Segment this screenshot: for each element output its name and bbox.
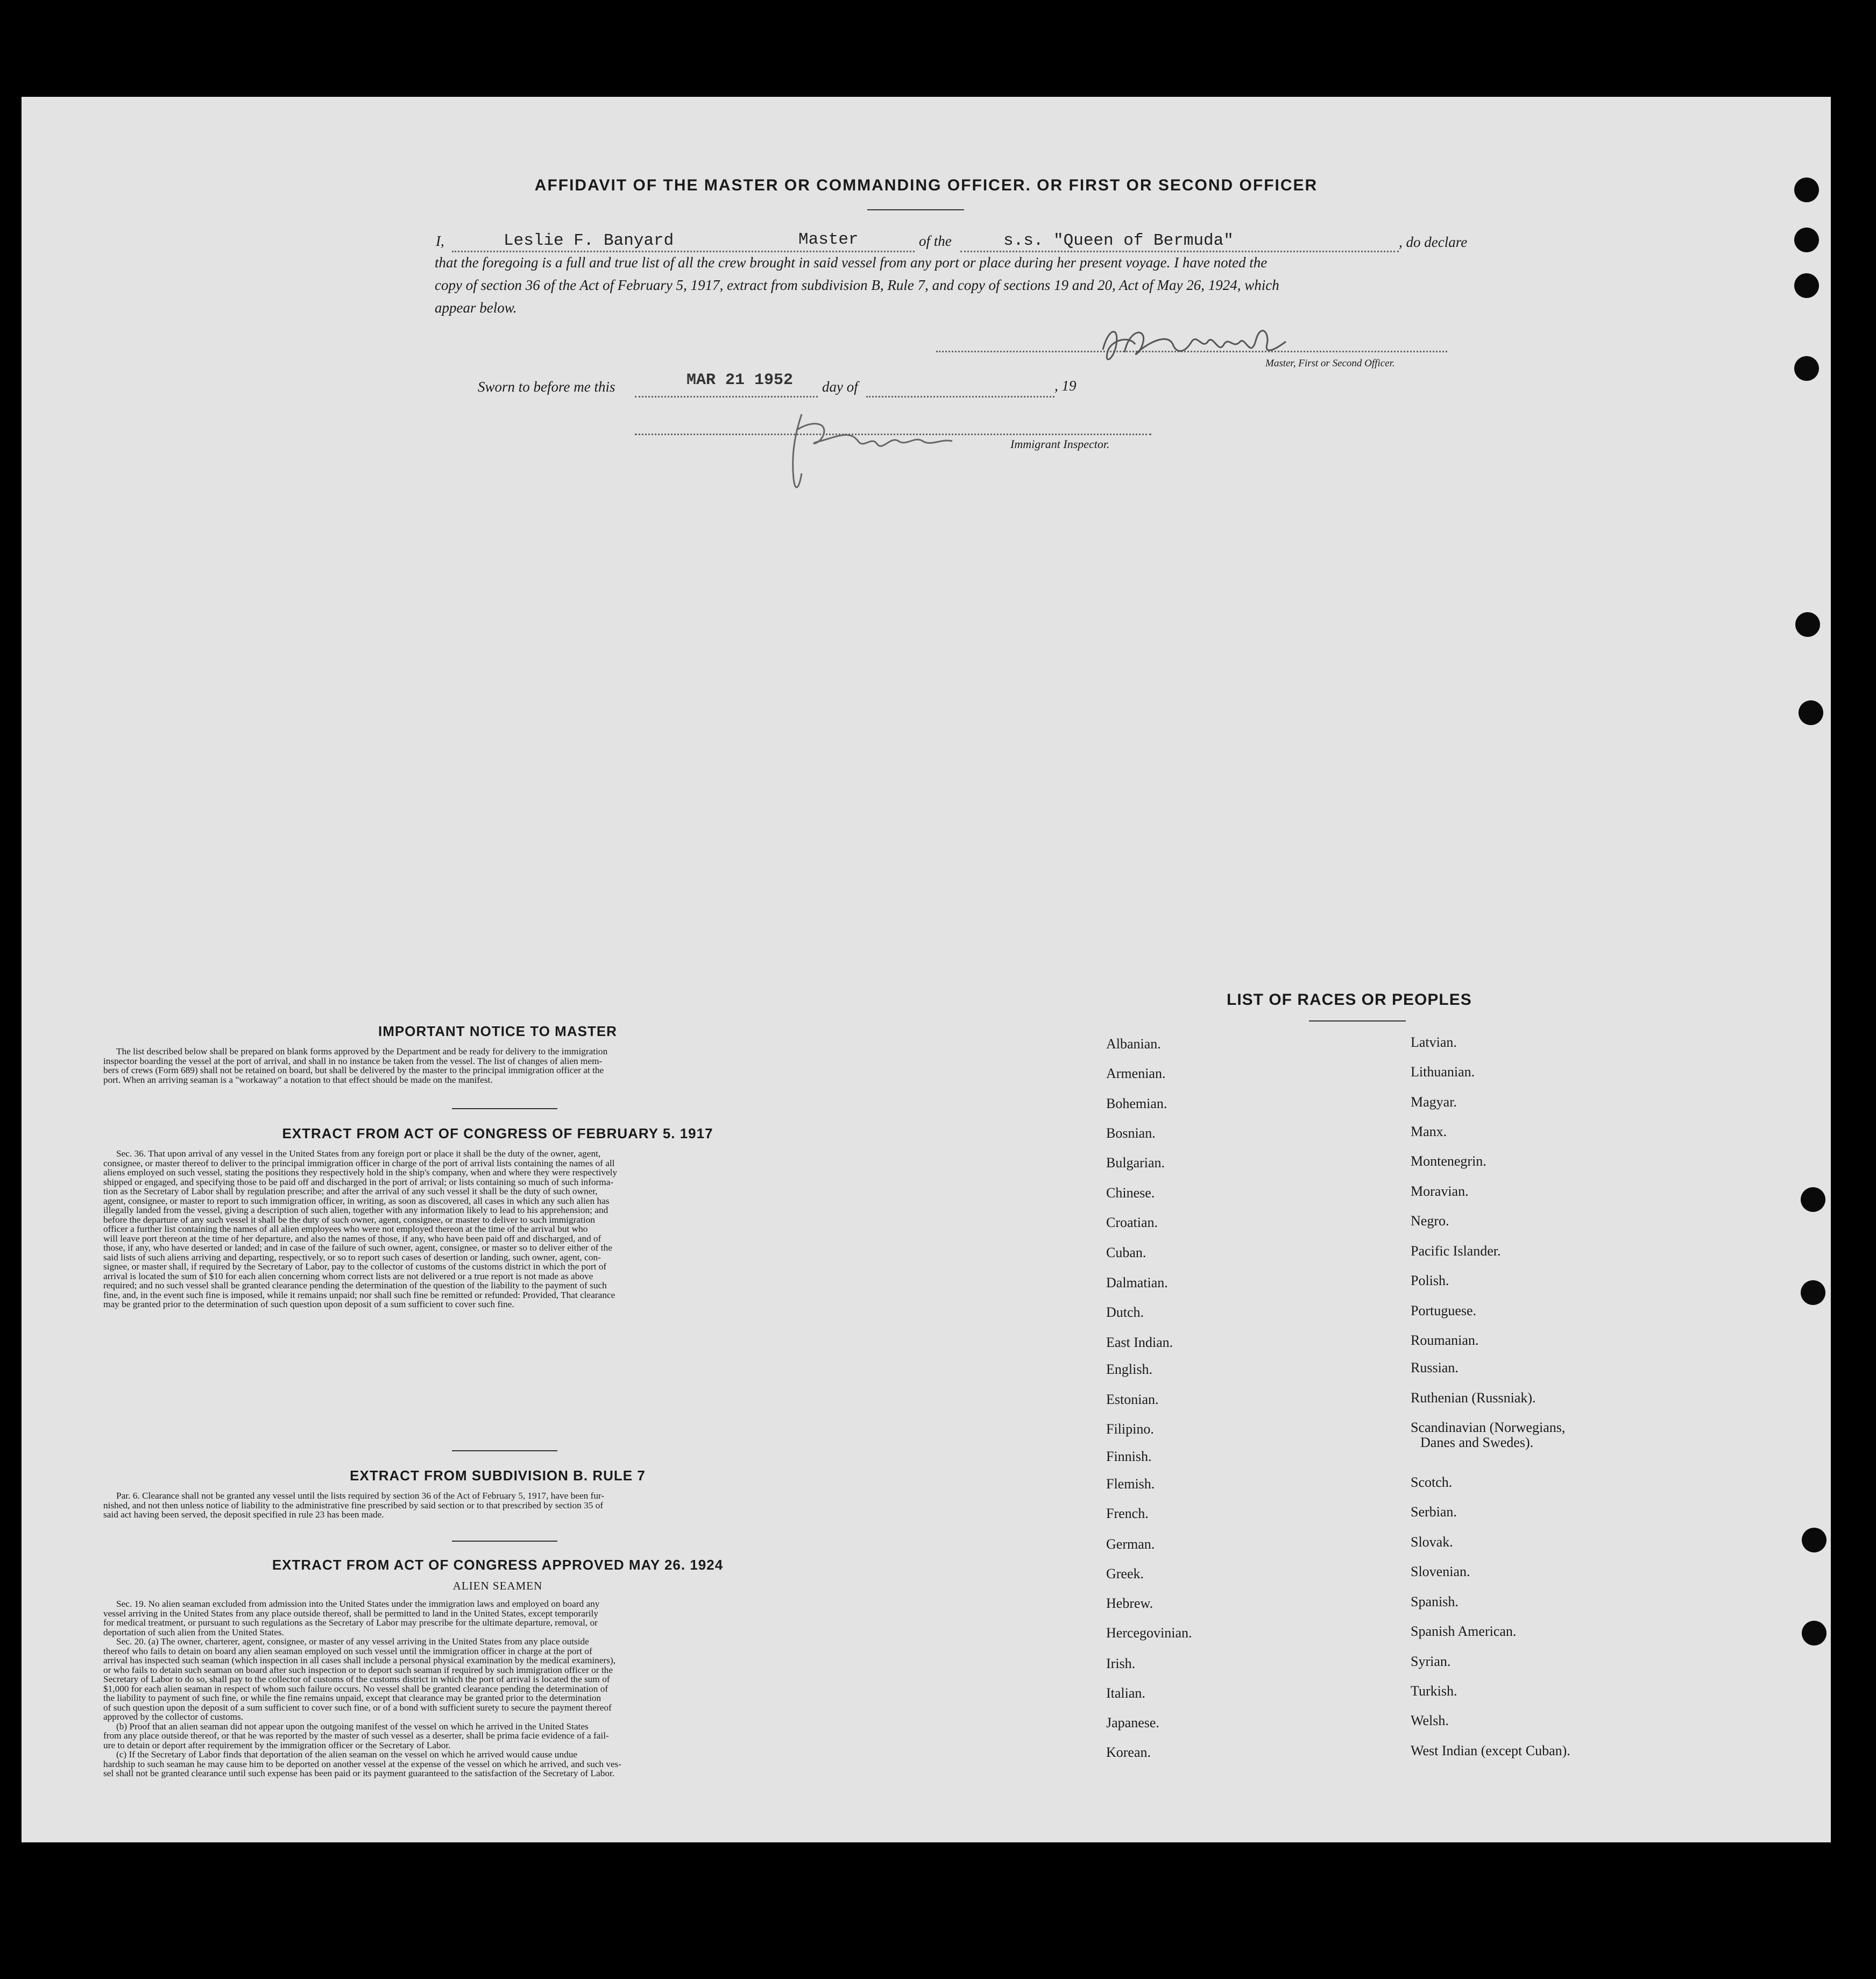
punch-hole [1794, 228, 1819, 252]
race-item: Turkish. [1411, 1683, 1457, 1699]
race-item: Slovak. [1411, 1534, 1453, 1550]
document-page [22, 97, 1831, 1842]
inspector-caption: Immigrant Inspector. [1010, 437, 1110, 451]
inspector-signature [769, 398, 963, 495]
law-line: for medical treatment, or pursuant to such regulations as the Secretary of Labor may prescribe for the ultimate departure, removal, or [103, 1618, 598, 1628]
law-line: aliens employed on such vessel, stating the positions they respectively hold in the ship's company, when and where they were respectively [103, 1167, 618, 1178]
affidavit-title: AFFIDAVIT OF THE MASTER OR COMMANDING OFFICER. OR FIRST OR SECOND OFFICER [534, 176, 1318, 194]
race-item: English. [1106, 1361, 1152, 1377]
section-rule [452, 1450, 557, 1451]
race-item: Armenian. [1106, 1066, 1166, 1081]
race-item: Pacific Islander. [1411, 1243, 1501, 1259]
race-item: Cuban. [1106, 1245, 1146, 1260]
race-item: Serbian. [1411, 1504, 1457, 1520]
race-item: Spanish American. [1411, 1623, 1517, 1639]
race-item: Dutch. [1106, 1304, 1144, 1320]
law-line: approved by the collector of customs. [103, 1712, 244, 1722]
race-item: Ruthenian (Russniak). [1411, 1390, 1536, 1406]
race-item: Montenegrin. [1411, 1153, 1486, 1169]
race-item: Spanish. [1411, 1594, 1459, 1609]
notice-line: bers of crews (Form 689) shall not be retained on board, but shall be delivered by the master to the principal immigration officer at the [103, 1065, 604, 1075]
race-item: Finnish. [1106, 1449, 1152, 1464]
law-line: consignee, or master thereof to deliver to the principal immigration officer in charge of the port of arrival lists containing the names of all [103, 1158, 615, 1168]
law-line: signee, or master shall, if required by the Secretary of Labor, pay to the collector of customs of the customs district in which the port of [103, 1261, 607, 1272]
master-name: Leslie F. Banyard [504, 231, 674, 250]
race-item: Flemish. [1106, 1476, 1155, 1492]
race-item: Bohemian. [1106, 1096, 1167, 1111]
law-line: deportation of such alien from the United States. [103, 1627, 284, 1637]
law-line: Secretary of Labor to do so, shall pay to the collector of customs of the customs district in which the port of arrival is located the sum of [103, 1674, 610, 1684]
vessel-name: s.s. "Queen of Bermuda" [1003, 231, 1234, 250]
section-rule [452, 1108, 557, 1109]
law-line: (b) Proof that an alien seaman did not appear upon the outgoing manifest of the vessel on which he arrived in the United States [116, 1721, 589, 1732]
punch-hole [1795, 612, 1820, 637]
law-line: $1,000 for each alien seaman in respect of whom such failure occurs. No vessel shall be granted clearance pending the determination of [103, 1683, 608, 1694]
race-item: Danes and Swedes). [1420, 1435, 1534, 1450]
punch-hole [1801, 1280, 1825, 1305]
law-line: agent, consignee, or master to report to such immigration officer, in writing, as soon as discovered, all cases in which any such alien has [103, 1195, 610, 1206]
race-item: Welsh. [1411, 1713, 1449, 1728]
race-item: Moravian. [1411, 1183, 1469, 1199]
race-item: Italian. [1106, 1685, 1145, 1701]
punch-hole [1799, 700, 1823, 725]
law-line: thereof who fails to detain on board any alien seaman employed on such vessel until the immigration officer in charge at the port of [103, 1645, 592, 1656]
law-line: will leave port thereon at the time of her departure, and also the names of those, if any, who have been paid off and discharged, and of [103, 1233, 601, 1244]
law-line: illegally landed from the vessel, giving a description of such alien, together with any information likely to lead to his apprehension; and [103, 1205, 608, 1215]
law-line: hardship to such seaman he may cause him to be deported on another vessel at the expense of the vessel on which he arrived, and such ves- [103, 1758, 622, 1769]
law-line: those, if any, who have deserted or landed; and in case of the failure of such owner, agent, consignee, or master so to deliver either of the [103, 1243, 612, 1253]
notice-line: The list described below shall be prepared on blank forms approved by the Department and be ready for delivery to the immigration [116, 1046, 608, 1056]
extract-1917-body [103, 1149, 894, 1309]
sworn-text: Sworn to before me this [478, 379, 615, 395]
race-item: Polish. [1411, 1273, 1449, 1288]
race-item: Filipino. [1106, 1421, 1154, 1437]
race-item: Lithuanian. [1411, 1064, 1475, 1080]
declaration-i: I, [436, 233, 444, 249]
race-item: Slovenian. [1411, 1564, 1470, 1579]
of-the: of the [919, 233, 952, 249]
race-item: Japanese. [1106, 1715, 1159, 1730]
race-item: Scotch. [1411, 1474, 1453, 1490]
law-line: (c) If the Secretary of Labor finds that deportation of the alien seaman on the vessel on which he arrived would cause undue [116, 1749, 578, 1760]
law-line: nished, and not then unless notice of liability to the administrative fine prescribed by said section or to that prescribed by section 35 of [103, 1500, 604, 1510]
law-line: Sec. 36. That upon arrival of any vessel in the United States from any foreign port or place it shall be the duty of the owner, agent, [116, 1148, 601, 1159]
race-item: Korean. [1106, 1744, 1151, 1760]
rule7-title: EXTRACT FROM SUBDIVISION B. RULE 7 [350, 1467, 646, 1484]
race-item: Hebrew. [1106, 1595, 1153, 1611]
date-stamp: MAR 21 1952 [686, 371, 794, 389]
law-line: required; and no such vessel shall be granted clearance pending the determination of the question of the liability to the payment of such [103, 1280, 607, 1290]
race-item: German. [1106, 1536, 1155, 1552]
race-item: Chinese. [1106, 1185, 1155, 1201]
law-line: sel shall not be granted clearance until such expense has been paid or its payment guaranteed to the satisfaction of the Secretary of Labor. [103, 1768, 615, 1778]
declaration-line-3: copy of section 36 of the Act of February 5, 1917, extract from subdivision B, Rule 7, and copy of sections 19 and 20, Act of May 26, 1924, which [435, 277, 1279, 293]
nineteen: , 19 [1054, 378, 1077, 394]
extract-1917-title: EXTRACT FROM ACT OF CONGRESS OF FEBRUARY 5. 1917 [282, 1125, 713, 1141]
law-line: fine, and, in the event such fine is imposed, while it remains unpaid; nor shall such fine be remitted or refunded: Provided, That clearance [103, 1289, 615, 1300]
law-line: arrival is located the sum of $10 for each alien concerning whom correct lists are not delivered or a true report is not made as above [103, 1271, 593, 1281]
day-of: day of [822, 379, 858, 395]
races-title-rule [1309, 1020, 1406, 1022]
race-item: Magyar. [1411, 1094, 1457, 1110]
do-declare: , do declare [1399, 234, 1468, 250]
law-line: may be granted prior to the determination of such question upon deposit of a sum sufficient to cover such fine. [103, 1299, 514, 1309]
rank: Master [798, 230, 859, 249]
notice-line: inspector boarding the vessel at the port of arrival, and shall in no instance be taken from the vessel. The list of changes of alien mem- [103, 1055, 603, 1066]
race-item: West Indian (except Cuban). [1411, 1743, 1570, 1758]
race-item: Bulgarian. [1106, 1155, 1165, 1171]
law-line: Sec. 20. (a) The owner, charterer, agent, consignee, or master of any vessel arriving in the United States from any place outside [116, 1636, 589, 1647]
race-item: Russian. [1411, 1360, 1459, 1375]
race-item: French. [1106, 1506, 1149, 1521]
race-item: Scandinavian (Norwegians, [1411, 1420, 1566, 1435]
race-item: East Indian. [1106, 1335, 1173, 1350]
law-line: from any place outside thereof, or that he was reported by the master of such vessel as a deserter, shall be prima facie evidence of a fail- [103, 1730, 609, 1741]
law-line: or who fails to detain such seaman on board after such inspection or to deport such seaman if required by such immigration officer or the [103, 1664, 613, 1675]
law-line: ure to detain or deport after requirement by the immigration officer or the Secretary of Labor. [103, 1740, 451, 1750]
race-item: Hercegovinian. [1106, 1625, 1192, 1641]
law-line: Par. 6. Clearance shall not be granted any vessel until the lists required by section 36 of the Act of February 5, 1917, have been fur- [116, 1491, 605, 1501]
name-line [452, 251, 915, 252]
race-item: Irish. [1106, 1656, 1136, 1671]
extract-1924-body [103, 1599, 894, 1778]
punch-hole [1801, 1187, 1825, 1212]
punch-hole [1802, 1621, 1827, 1645]
inspector-line [635, 434, 1151, 435]
extract-1924-title: EXTRACT FROM ACT OF CONGRESS APPROVED MAY 26. 1924 [272, 1557, 724, 1573]
punch-hole [1802, 1528, 1827, 1552]
notice-body [103, 1047, 894, 1084]
law-line: before the departure of any such vessel it shall be the duty of such owner, agent, consignee, or master to deliver to such immigration [103, 1214, 595, 1225]
section-rule [452, 1541, 557, 1542]
race-item: Bosnian. [1106, 1125, 1156, 1141]
law-line: Sec. 19. No alien seaman excluded from admission into the United States under the immigration laws and employed on board any [116, 1599, 600, 1609]
law-line: arrival has inspected such seaman (which inspection in all cases shall include a personal physical examination by the medical examiners), [103, 1655, 616, 1665]
law-line: said lists of such aliens arriving and departing, respectively, or so to report such cases of desertion or landing, such owner, agent, con- [103, 1252, 601, 1262]
rule7-body [103, 1491, 894, 1520]
sworn-day-line [635, 396, 818, 398]
law-line: vessel arriving in the United States from any place outside thereof, shall be permitted to land in the United States, except temporarily [103, 1608, 598, 1619]
law-line: shipped or engaged, and specifying those to be paid off and discharged in the port of arrival; or lists containing so much of such informa- [103, 1176, 614, 1187]
race-item: Dalmatian. [1106, 1275, 1168, 1290]
notice-line: port. When an arriving seaman is a "workaway" a notation to that effect should be made on the manifest. [103, 1074, 493, 1085]
law-line: of such question upon the deposit of a sum sufficient to cover such fine, or of a bond with sufficient surety to secure the payment thereof [103, 1702, 612, 1713]
race-item: Roumanian. [1411, 1332, 1479, 1348]
law-line: officer a further list containing the names of all alien employees who were not employed thereon at the time of the arrival but who [103, 1224, 588, 1234]
declaration-line-4: appear below. [435, 300, 517, 316]
punch-hole [1794, 356, 1819, 381]
race-item: Latvian. [1411, 1034, 1457, 1050]
signature-caption: Master, First or Second Officer. [1265, 358, 1395, 369]
declaration-line-2: that the foregoing is a full and true list of all the crew brought in said vessel from any port or place during her present voyage. I have noted the [435, 254, 1268, 271]
race-item: Syrian. [1411, 1654, 1451, 1669]
race-item: Albanian. [1106, 1036, 1161, 1052]
title-rule [867, 209, 964, 210]
notice-title: IMPORTANT NOTICE TO MASTER [378, 1023, 617, 1039]
punch-hole [1794, 273, 1819, 298]
race-item: Greek. [1106, 1566, 1144, 1581]
month-line [866, 396, 1054, 398]
race-item: Negro. [1411, 1213, 1449, 1229]
law-line: said act having been served, the deposit specified in rule 23 has been made. [103, 1509, 384, 1520]
race-item: Manx. [1411, 1124, 1447, 1139]
races-title: LIST OF RACES OR PEOPLES [1227, 991, 1472, 1009]
vessel-line [960, 251, 1399, 252]
race-item: Portuguese. [1411, 1303, 1477, 1318]
race-item: Croatian. [1106, 1215, 1158, 1230]
law-line: tion as the Secretary of Labor shall by regulation prescribe; and after the arrival of any such vessel it shall be the duty of such owner, [103, 1186, 598, 1196]
law-line: the liability to payment of such fine, or while the fine remains unpaid, except that clearance may be granted prior to the determination [103, 1693, 601, 1703]
race-item: Estonian. [1106, 1392, 1159, 1407]
extract-1924-subtitle: ALIEN SEAMEN [452, 1579, 543, 1592]
